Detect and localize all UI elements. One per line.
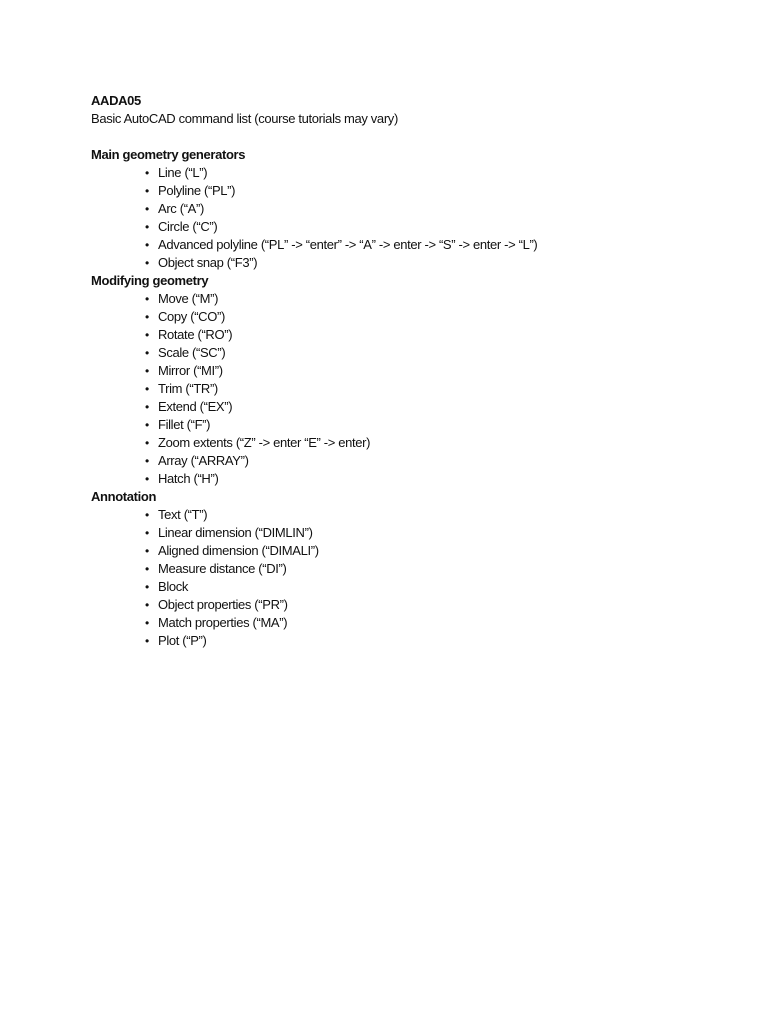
list-item-text: Circle (“C”): [158, 219, 218, 234]
list-item-text: Polyline (“PL”): [158, 183, 236, 198]
bullet-icon: •: [145, 400, 149, 414]
bullet-icon: •: [145, 616, 149, 630]
list-item-text: Measure distance (“DI”): [158, 561, 287, 576]
list-item: [91, 344, 537, 362]
bullet-icon: •: [145, 454, 149, 468]
list-item-text: Arc (“A”): [158, 201, 204, 216]
list-item: [91, 326, 537, 344]
document-subtitle: Basic AutoCAD command list (course tutorials may vary): [91, 111, 398, 126]
bullet-icon: •: [145, 346, 149, 360]
bullet-icon: •: [145, 526, 149, 540]
list-item-text: Scale (“SC”): [158, 345, 226, 360]
list-item: [91, 632, 537, 650]
list-item-text: Text (“T”): [158, 507, 208, 522]
list-item-text: Rotate (“RO”): [158, 327, 233, 342]
section-heading: Modifying geometry: [91, 273, 209, 288]
list-item: [91, 434, 537, 452]
list-item-text: Match properties (“MA”): [158, 615, 288, 630]
bullet-icon: •: [145, 328, 149, 342]
list-item-text: Block: [158, 579, 189, 594]
list-item-text: Move (“M”): [158, 291, 219, 306]
list-item-text: Copy (“CO”): [158, 309, 225, 324]
list-item: [91, 470, 537, 488]
bullet-icon: •: [145, 544, 149, 558]
list-item: [91, 596, 537, 614]
list-item-text: Advanced polyline (“PL” -> “enter” -> “A” -> enter -> “S” -> enter -> “L”): [158, 237, 538, 252]
bullet-icon: •: [145, 256, 149, 270]
list-item: [91, 614, 537, 632]
list-item-text: Hatch (“H”): [158, 471, 219, 486]
list-item: [91, 254, 537, 272]
bullet-icon: •: [145, 166, 149, 180]
list-item: [91, 398, 537, 416]
list-item: [91, 560, 537, 578]
list-item-text: Object snap (“F3”): [158, 255, 258, 270]
bullet-icon: •: [145, 238, 149, 252]
document-body: [91, 92, 537, 650]
list-item-text: Linear dimension (“DIMLIN”): [158, 525, 313, 540]
sections: [91, 146, 537, 650]
list-item: [91, 380, 537, 398]
list-item: [91, 218, 537, 236]
list-item: [91, 182, 537, 200]
bullet-icon: •: [145, 436, 149, 450]
bullet-icon: •: [145, 598, 149, 612]
section-heading: Main geometry generators: [91, 147, 246, 162]
list-item: [91, 200, 537, 218]
bullet-icon: •: [145, 562, 149, 576]
list-item: [91, 236, 537, 254]
document-code: AADA05: [91, 93, 141, 108]
list-item-text: Object properties (“PR”): [158, 597, 288, 612]
blank-line: [91, 128, 537, 146]
list-item: [91, 290, 537, 308]
bullet-icon: •: [145, 508, 149, 522]
bullet-icon: •: [145, 634, 149, 648]
list-item-text: Plot (“P”): [158, 633, 207, 648]
bullet-icon: •: [145, 184, 149, 198]
list-item: [91, 362, 537, 380]
list-item: [91, 164, 537, 182]
section-heading: Annotation: [91, 489, 157, 504]
bullet-icon: •: [145, 202, 149, 216]
bullet-icon: •: [145, 382, 149, 396]
list-item-text: Zoom extents (“Z” -> enter “E” -> enter): [158, 435, 371, 450]
list-item: [91, 578, 537, 596]
list-item: [91, 416, 537, 434]
list-item: [91, 524, 537, 542]
list-item-text: Extend (“EX”): [158, 399, 233, 414]
list-item-text: Mirror (“MI”): [158, 363, 223, 378]
list-item-text: Array (“ARRAY”): [158, 453, 249, 468]
bullet-icon: •: [145, 364, 149, 378]
bullet-icon: •: [145, 310, 149, 324]
bullet-icon: •: [145, 580, 149, 594]
bullet-icon: •: [145, 292, 149, 306]
list-item: [91, 452, 537, 470]
list-item: [91, 542, 537, 560]
list-item: [91, 308, 537, 326]
list-item: [91, 506, 537, 524]
list-item-text: Line (“L”): [158, 165, 208, 180]
bullet-icon: •: [145, 472, 149, 486]
bullet-icon: •: [145, 220, 149, 234]
list-item-text: Trim (“TR”): [158, 381, 218, 396]
bullet-icon: •: [145, 418, 149, 432]
list-item-text: Aligned dimension (“DIMALI”): [158, 543, 319, 558]
list-item-text: Fillet (“F”): [158, 417, 211, 432]
